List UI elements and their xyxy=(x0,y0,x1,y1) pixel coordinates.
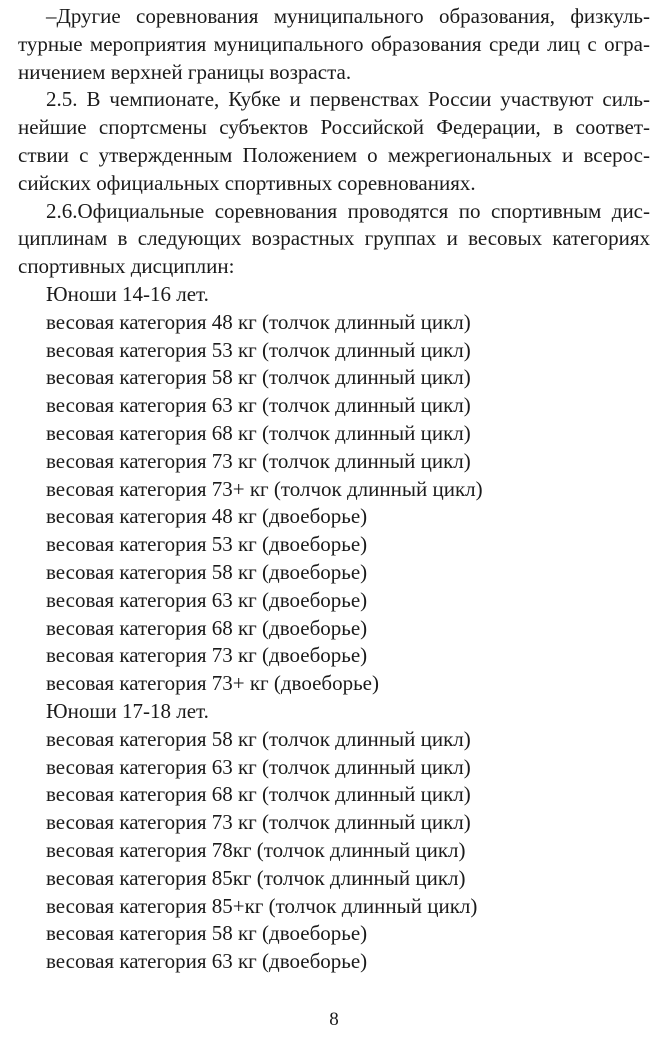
list-item: весовая категория 78кг (толчок длинный цикл) xyxy=(46,837,466,862)
paragraph-2-6 xyxy=(18,198,650,281)
paragraph-2-5 xyxy=(18,86,650,197)
list-item: весовая категория 73+ кг (двоеборье) xyxy=(46,671,379,696)
list-item: весовая категория 85кг (толчок длинный цикл) xyxy=(46,865,466,890)
list-item: весовая категория 48 кг (двоеборье) xyxy=(46,504,368,529)
text-line: циплинам в следующих возрастных группах и весовых категориях xyxy=(18,226,650,251)
age-group-17-18 xyxy=(18,698,650,976)
list-item: весовая категория 58 кг (толчок длинный цикл) xyxy=(46,726,471,751)
list-item: весовая категория 68 кг (толчок длинный цикл) xyxy=(46,782,471,807)
list-item: весовая категория 58 кг (двоеборье) xyxy=(46,559,368,584)
group-title: Юноши 14-16 лет. xyxy=(46,281,209,306)
text-line: сийских официальных спортивных соревнованиях. xyxy=(18,170,476,195)
list-item: весовая категория 53 кг (двоеборье) xyxy=(46,532,368,557)
list-item: весовая категория 53 кг (толчок длинный цикл) xyxy=(46,337,471,362)
text-line: 2.6.Официальные соревнования проводятся по спортивным дис- xyxy=(46,198,650,223)
text-line: ствии с утвержденным Положением о межрегиональных и всерос- xyxy=(18,142,650,167)
text-line: ничением верхней границы возраста. xyxy=(18,59,352,84)
body-text xyxy=(18,3,650,976)
list-item: весовая категория 73 кг (толчок длинный цикл) xyxy=(46,448,471,473)
list-item: весовая категория 63 кг (двоеборье) xyxy=(46,587,368,612)
paragraph-other-competitions xyxy=(18,3,650,86)
list-item: весовая категория 73 кг (двоеборье) xyxy=(46,643,368,668)
list-item: весовая категория 68 кг (толчок длинный цикл) xyxy=(46,420,471,445)
list-item: весовая категория 73+ кг (толчок длинный цикл) xyxy=(46,476,483,501)
list-item: весовая категория 73 кг (толчок длинный цикл) xyxy=(46,810,471,835)
list-item: весовая категория 63 кг (толчок длинный цикл) xyxy=(46,754,471,779)
list-item: весовая категория 48 кг (толчок длинный цикл) xyxy=(46,309,471,334)
list-item: весовая категория 58 кг (двоеборье) xyxy=(46,921,368,946)
text-line: –Другие соревнования муниципального образования, физкуль- xyxy=(46,4,650,28)
text-line: спортивных дисциплин: xyxy=(18,254,235,279)
list-item: весовая категория 58 кг (толчок длинный цикл) xyxy=(46,365,471,390)
list-item: весовая категория 68 кг (двоеборье) xyxy=(46,615,368,640)
age-group-14-16 xyxy=(18,281,650,698)
list-item: весовая категория 63 кг (двоеборье) xyxy=(46,949,368,974)
group-title: Юноши 17-18 лет. xyxy=(46,698,209,723)
text-line: турные мероприятия муниципального образования среди лиц с огра- xyxy=(18,31,650,56)
list-item: весовая категория 85+кг (толчок длинный цикл) xyxy=(46,893,478,918)
text-line: нейшие спортсмены субъектов Российской Федерации, в соответ- xyxy=(18,115,650,140)
page-number: 8 xyxy=(329,1009,339,1030)
text-line: 2.5. В чемпионате, Кубке и первенствах России участвуют силь- xyxy=(46,87,650,112)
list-item: весовая категория 63 кг (толчок длинный цикл) xyxy=(46,393,471,418)
